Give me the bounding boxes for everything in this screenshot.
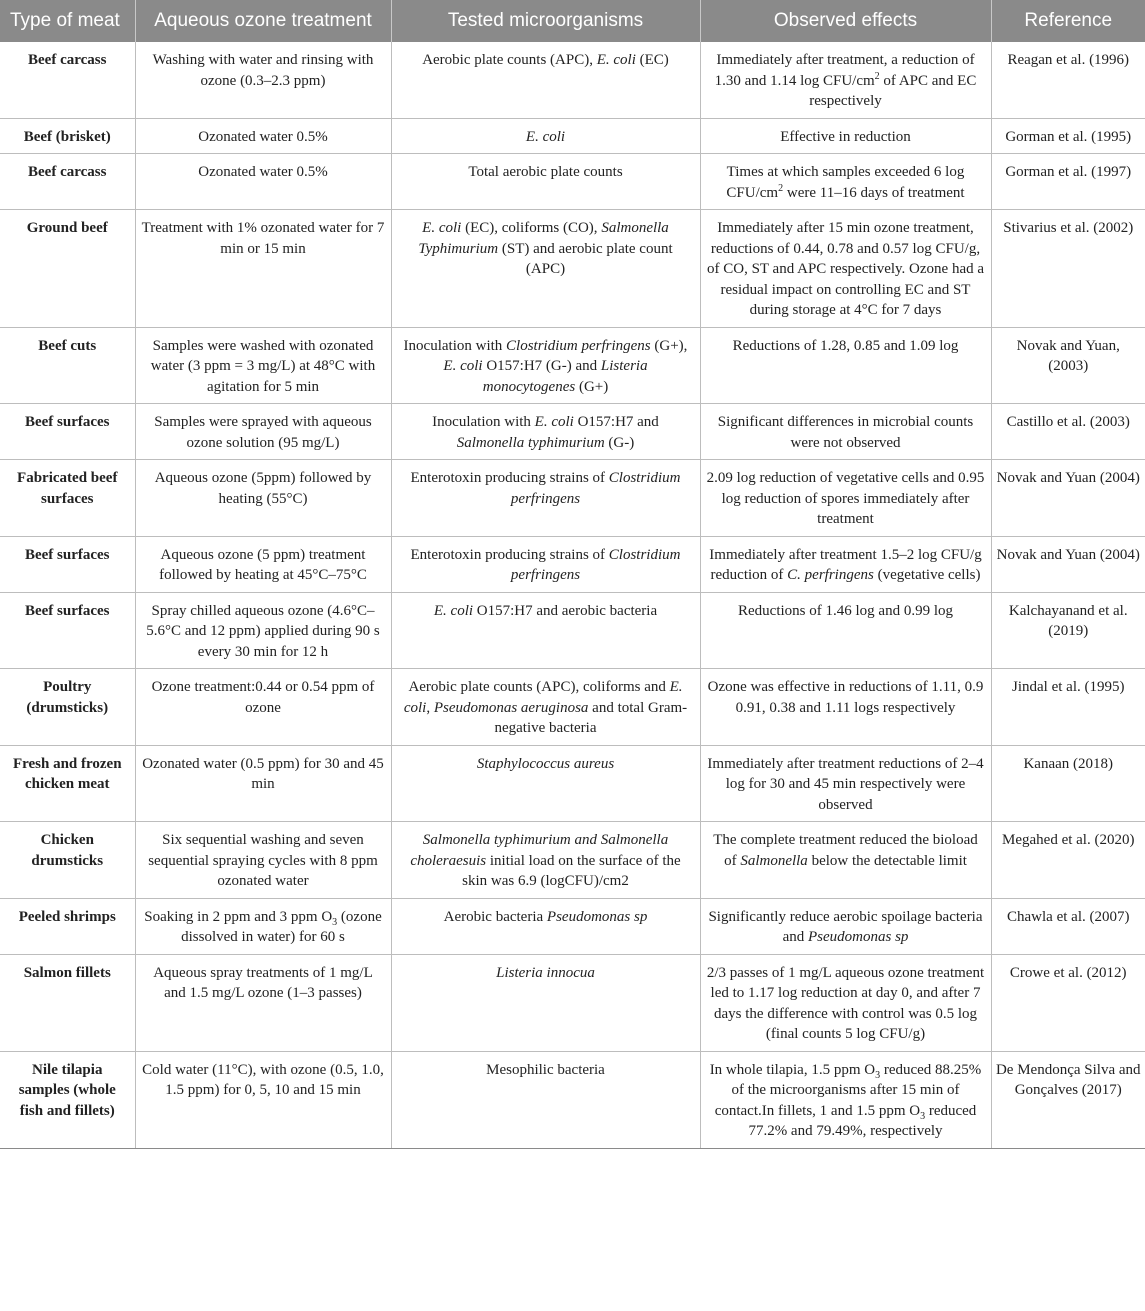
cell-tested-microorganisms: E. coli (EC), coliforms (CO), Salmonella Typhimurium (ST) and aerobic plate count (APC) <box>391 210 700 328</box>
table-row <box>0 210 1145 328</box>
cell-tested-microorganisms: Total aerobic plate counts <box>391 154 700 210</box>
cell-type-of-meat: Ground beef <box>0 210 135 328</box>
header-reference: Reference <box>991 0 1145 42</box>
cell-aqueous-ozone-treatment: Soaking in 2 ppm and 3 ppm $O_3$ (ozone dissolved in water) for 60 s <box>135 898 391 954</box>
cell-observed-effects: 2/3 passes of 1 mg/L aqueous ozone treatment led to 1.17 log reduction at day 0, and after 7 days the difference with control was 0.5 log (final counts 5 log CFU/g) <box>700 954 991 1051</box>
cell-reference: Megahed et al. (2020) <box>991 822 1145 899</box>
cell-observed-effects: Ozone was effective in reductions of 1.11, 0.9 0.91, 0.38 and 1.11 logs respectively <box>700 669 991 746</box>
cell-type-of-meat: Beef carcass <box>0 42 135 118</box>
cell-aqueous-ozone-treatment: Aqueous spray treatments of 1 mg/L and 1.5 mg/L ozone (1–3 passes) <box>135 954 391 1051</box>
cell-type-of-meat: Beef surfaces <box>0 404 135 460</box>
cell-tested-microorganisms: E. coli O157:H7 and aerobic bacteria <box>391 592 700 669</box>
cell-aqueous-ozone-treatment: Ozonated water 0.5% <box>135 118 391 154</box>
cell-reference: Chawla et al. (2007) <box>991 898 1145 954</box>
cell-aqueous-ozone-treatment: Aqueous ozone (5ppm) followed by heating (55°C) <box>135 460 391 537</box>
cell-type-of-meat: Beef surfaces <box>0 536 135 592</box>
table-body <box>0 42 1145 1148</box>
cell-tested-microorganisms: Aerobic plate counts (APC), coliforms and E. coli, Pseudomonas aeruginosa and total Gram-negative bacteria <box>391 669 700 746</box>
table-row <box>0 154 1145 210</box>
cell-type-of-meat: Beef carcass <box>0 154 135 210</box>
cell-reference: Castillo et al. (2003) <box>991 404 1145 460</box>
cell-observed-effects: Effective in reduction <box>700 118 991 154</box>
cell-type-of-meat: Nile tilapia samples (whole fish and fillets) <box>0 1051 135 1148</box>
cell-observed-effects: Immediately after treatment 1.5–2 log CFU/g reduction of C. perfringens (vegetative cells) <box>700 536 991 592</box>
table-row <box>0 669 1145 746</box>
header-type-of-meat: Type of meat <box>0 0 135 42</box>
cell-aqueous-ozone-treatment: Spray chilled aqueous ozone (4.6°C–5.6°C and 12 ppm) applied during 90 s every 30 min for 12 h <box>135 592 391 669</box>
cell-tested-microorganisms: Inoculation with Clostridium perfringens (G+), E. coli O157:H7 (G-) and Listeria monocytogenes (G+) <box>391 327 700 404</box>
cell-tested-microorganisms: Aerobic plate counts (APC), E. coli (EC) <box>391 42 700 118</box>
cell-tested-microorganisms: E. coli <box>391 118 700 154</box>
cell-aqueous-ozone-treatment: Ozonated water (0.5 ppm) for 30 and 45 min <box>135 745 391 822</box>
cell-reference: Gorman et al. (1997) <box>991 154 1145 210</box>
cell-type-of-meat: Chicken drumsticks <box>0 822 135 899</box>
table-row <box>0 745 1145 822</box>
table-row <box>0 822 1145 899</box>
table-row <box>0 954 1145 1051</box>
cell-reference: Reagan et al. (1996) <box>991 42 1145 118</box>
cell-tested-microorganisms: Inoculation with E. coli O157:H7 and Salmonella typhimurium (G-) <box>391 404 700 460</box>
table-row <box>0 118 1145 154</box>
table-row <box>0 460 1145 537</box>
header-tested-microorganisms: Tested microorganisms <box>391 0 700 42</box>
cell-type-of-meat: Peeled shrimps <box>0 898 135 954</box>
table-row <box>0 42 1145 118</box>
cell-type-of-meat: Poultry (drumsticks) <box>0 669 135 746</box>
cell-tested-microorganisms: Salmonella typhimurium and Salmonella choleraesuis initial load on the surface of the skin was 6.9 (logCFU)/cm2 <box>391 822 700 899</box>
cell-reference: Stivarius et al. (2002) <box>991 210 1145 328</box>
cell-tested-microorganisms: Staphylococcus aureus <box>391 745 700 822</box>
cell-aqueous-ozone-treatment: Aqueous ozone (5 ppm) treatment followed by heating at 45°C–75°C <box>135 536 391 592</box>
cell-reference: De Mendonça Silva and Gonçalves (2017) <box>991 1051 1145 1148</box>
cell-tested-microorganisms: Enterotoxin producing strains of Clostridium perfringens <box>391 460 700 537</box>
table-row <box>0 1051 1145 1148</box>
cell-observed-effects: Significantly reduce aerobic spoilage bacteria and Pseudomonas sp <box>700 898 991 954</box>
cell-aqueous-ozone-treatment: Washing with water and rinsing with ozone (0.3–2.3 ppm) <box>135 42 391 118</box>
cell-type-of-meat: Salmon fillets <box>0 954 135 1051</box>
cell-type-of-meat: Fabricated beef surfaces <box>0 460 135 537</box>
cell-type-of-meat: Beef (brisket) <box>0 118 135 154</box>
cell-observed-effects: Reductions of 1.46 log and 0.99 log <box>700 592 991 669</box>
cell-reference: Kalchayanand et al. (2019) <box>991 592 1145 669</box>
header-aqueous-ozone-treatment: Aqueous ozone treatment <box>135 0 391 42</box>
cell-tested-microorganisms: Mesophilic bacteria <box>391 1051 700 1148</box>
cell-observed-effects: Immediately after treatment, a reduction of 1.30 and 1.14 log CFU/$cm^2$ of APC and EC respectively <box>700 42 991 118</box>
cell-reference: Novak and Yuan (2004) <box>991 536 1145 592</box>
cell-reference: Crowe et al. (2012) <box>991 954 1145 1051</box>
cell-reference: Novak and Yuan (2004) <box>991 460 1145 537</box>
cell-aqueous-ozone-treatment: Samples were sprayed with aqueous ozone solution (95 mg/L) <box>135 404 391 460</box>
cell-tested-microorganisms: Aerobic bacteria Pseudomonas sp <box>391 898 700 954</box>
cell-observed-effects: 2.09 log reduction of vegetative cells and 0.95 log reduction of spores immediately after treatment <box>700 460 991 537</box>
cell-aqueous-ozone-treatment: Six sequential washing and seven sequential spraying cycles with 8 ppm ozonated water <box>135 822 391 899</box>
cell-reference: Gorman et al. (1995) <box>991 118 1145 154</box>
table-header <box>0 0 1145 42</box>
cell-observed-effects: In whole tilapia, 1.5 ppm $O_3$ reduced 88.25% of the microorganisms after 15 min of contact.In fillets, 1 and 1.5 ppm $O_3$ reduced 77.2% and 79.49%, respectively <box>700 1051 991 1148</box>
cell-aqueous-ozone-treatment: Treatment with 1% ozonated water for 7 min or 15 min <box>135 210 391 328</box>
table-row <box>0 404 1145 460</box>
cell-type-of-meat: Beef surfaces <box>0 592 135 669</box>
cell-observed-effects: The complete treatment reduced the bioload of Salmonella below the detectable limit <box>700 822 991 899</box>
cell-aqueous-ozone-treatment: Ozone treatment:0.44 or 0.54 ppm of ozone <box>135 669 391 746</box>
cell-reference: Novak and Yuan, (2003) <box>991 327 1145 404</box>
cell-type-of-meat: Fresh and frozen chicken meat <box>0 745 135 822</box>
cell-tested-microorganisms: Listeria innocua <box>391 954 700 1051</box>
cell-observed-effects: Immediately after 15 min ozone treatment, reductions of 0.44, 0.78 and 0.57 log CFU/g, of CO, ST and APC respectively. Ozone had a residual impact on controlling EC and ST during storage at 4°C for 7 days <box>700 210 991 328</box>
cell-aqueous-ozone-treatment: Ozonated water 0.5% <box>135 154 391 210</box>
table-row <box>0 327 1145 404</box>
table-row <box>0 898 1145 954</box>
cell-observed-effects: Immediately after treatment reductions of 2–4 log for 30 and 45 min respectively were observed <box>700 745 991 822</box>
header-row <box>0 0 1145 42</box>
cell-tested-microorganisms: Enterotoxin producing strains of Clostridium perfringens <box>391 536 700 592</box>
cell-reference: Kanaan (2018) <box>991 745 1145 822</box>
cell-type-of-meat: Beef cuts <box>0 327 135 404</box>
table-row <box>0 536 1145 592</box>
cell-observed-effects: Significant differences in microbial counts were not observed <box>700 404 991 460</box>
cell-aqueous-ozone-treatment: Samples were washed with ozonated water (3 ppm = 3 mg/L) at 48°C with agitation for 5 min <box>135 327 391 404</box>
header-observed-effects: Observed effects <box>700 0 991 42</box>
cell-reference: Jindal et al. (1995) <box>991 669 1145 746</box>
cell-aqueous-ozone-treatment: Cold water (11°C), with ozone (0.5, 1.0, 1.5 ppm) for 0, 5, 10 and 15 min <box>135 1051 391 1148</box>
table-row <box>0 592 1145 669</box>
cell-observed-effects: Times at which samples exceeded 6 log CFU/$cm^2$ were 11–16 days of treatment <box>700 154 991 210</box>
cell-observed-effects: Reductions of 1.28, 0.85 and 1.09 log <box>700 327 991 404</box>
